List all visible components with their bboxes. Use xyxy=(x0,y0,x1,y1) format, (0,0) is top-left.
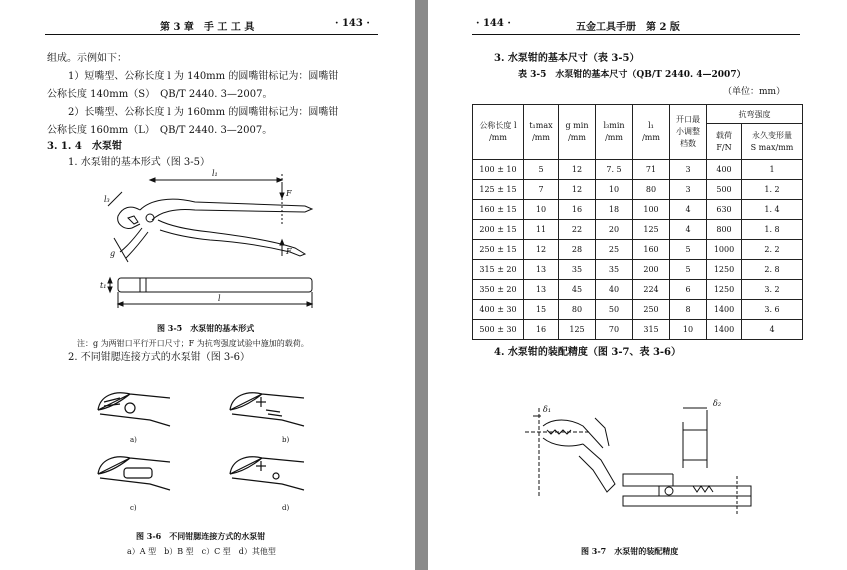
cell-l3: 35 xyxy=(596,260,633,280)
cell-l3: 7. 5 xyxy=(596,160,633,180)
cell-load: 800 xyxy=(707,220,742,240)
header-l1: l₁ xyxy=(648,121,654,130)
header-g: g min xyxy=(565,121,589,130)
figure-3-7-caption: 图 3-7 水泵钳的装配精度 xyxy=(581,546,679,556)
section-3-heading: 3. 水泵钳的基本尺寸（表 3-5） xyxy=(494,53,640,64)
cell-l1: 80 xyxy=(633,180,670,200)
fig35-label-l3: l₃ xyxy=(104,195,110,204)
cell-l3: 10 xyxy=(596,180,633,200)
cell-deform: 3. 6 xyxy=(742,300,803,320)
header-load-unit: F/N xyxy=(716,142,732,152)
fig35-label-f-top: F xyxy=(286,189,292,198)
cell-positions: 4 xyxy=(670,220,707,240)
cell-t1: 13 xyxy=(524,260,559,280)
col-min-positions xyxy=(670,105,707,160)
table-row xyxy=(473,160,803,180)
body-line-5: 公称长度 160mm（L） QB/T 2440. 3—2007。 xyxy=(47,125,273,136)
body-line-3: 公称长度 140mm（S） QB/T 2440. 3—2007。 xyxy=(47,89,273,100)
cell-load: 500 xyxy=(707,180,742,200)
header-l1-unit: /mm xyxy=(642,133,660,142)
col-l3min xyxy=(596,105,633,160)
col-gmin xyxy=(559,105,596,160)
fig37-label-delta1: δ₁ xyxy=(543,405,552,414)
header-l3-unit: /mm xyxy=(605,133,623,142)
cell-t1: 15 xyxy=(524,300,559,320)
fig35-label-l: l xyxy=(218,294,221,303)
cell-t1: 16 xyxy=(524,320,559,340)
cell-load: 1000 xyxy=(707,240,742,260)
body-line-4: 2）长嘴型、公称长度 l 为 160mm 的圆嘴钳标记为：圆嘴钳 xyxy=(68,107,339,118)
header-positions-3: 档数 xyxy=(680,139,696,148)
right-book-header: 五金工具手册 第 2 版 xyxy=(576,22,680,33)
cell-positions: 3 xyxy=(670,180,707,200)
table-row xyxy=(473,280,803,300)
right-header-rule xyxy=(472,34,800,35)
cell-l1: 100 xyxy=(633,200,670,220)
figure-3-5-note: 注：g 为两钳口平行开口尺寸；F 为抗弯强度试验中施加的载荷。 xyxy=(77,339,309,348)
cell-t1: 7 xyxy=(524,180,559,200)
cell-l3: 20 xyxy=(596,220,633,240)
cell-load: 630 xyxy=(707,200,742,220)
left-chapter-header: 第 3 章 手 工 工 具 xyxy=(160,22,255,33)
cell-g: 16 xyxy=(559,200,596,220)
cell-positions: 3 xyxy=(670,160,707,180)
cell-deform: 4 xyxy=(742,320,803,340)
cell-l1: 315 xyxy=(633,320,670,340)
cell-l3: 70 xyxy=(596,320,633,340)
cell-deform: 2. 2 xyxy=(742,240,803,260)
cell-positions: 5 xyxy=(670,240,707,260)
col-nominal-length xyxy=(473,105,524,160)
cell-nominal: 500 ± 30 xyxy=(473,320,524,340)
header-t1: t₁max xyxy=(529,121,553,130)
table-body xyxy=(473,160,803,340)
cell-l3: 25 xyxy=(596,240,633,260)
fig35-label-t1: t₁ xyxy=(100,281,107,290)
right-page-number: · 144 · xyxy=(476,18,511,29)
cell-deform: 1. 2 xyxy=(742,180,803,200)
header-positions-2: 小调整 xyxy=(676,127,700,136)
cell-deform: 1. 4 xyxy=(742,200,803,220)
header-l3: l₃min xyxy=(603,121,625,130)
cell-g: 35 xyxy=(559,260,596,280)
cell-l3: 40 xyxy=(596,280,633,300)
cell-g: 22 xyxy=(559,220,596,240)
cell-deform: 3. 2 xyxy=(742,280,803,300)
table-row xyxy=(473,200,803,220)
left-page-number: · 143 · xyxy=(335,18,370,29)
table-row xyxy=(473,240,803,260)
fig36-panel-b-label: b) xyxy=(282,436,290,444)
cell-nominal: 125 ± 15 xyxy=(473,180,524,200)
left-page xyxy=(0,0,415,570)
header-deform: 永久变形量 xyxy=(752,130,792,140)
header-deform-unit: S max/mm xyxy=(750,142,794,152)
figure-3-7-assembly-accuracy xyxy=(523,388,753,520)
cell-deform: 2. 8 xyxy=(742,260,803,280)
page-gutter xyxy=(415,0,428,570)
cell-positions: 10 xyxy=(670,320,707,340)
cell-l1: 125 xyxy=(633,220,670,240)
header-positions-1: 开口最 xyxy=(676,115,700,124)
cell-g: 12 xyxy=(559,180,596,200)
cell-l3: 50 xyxy=(596,300,633,320)
col-bending-strength: 抗弯强度 xyxy=(707,105,803,124)
cell-deform: 1 xyxy=(742,160,803,180)
cell-load: 400 xyxy=(707,160,742,180)
cell-g: 28 xyxy=(559,240,596,260)
cell-positions: 6 xyxy=(670,280,707,300)
col-deformation xyxy=(742,124,803,160)
header-g-unit: /mm xyxy=(568,133,586,142)
right-page xyxy=(428,0,847,570)
section-title: 水泵钳 xyxy=(92,141,122,152)
cell-g: 45 xyxy=(559,280,596,300)
fig36-panel-a-label: a) xyxy=(130,436,137,444)
cell-t1: 11 xyxy=(524,220,559,240)
fig36-panel-c-label: c) xyxy=(130,504,137,512)
fig35-label-f-bottom: F xyxy=(286,247,292,256)
table-row xyxy=(473,320,803,340)
cell-t1: 13 xyxy=(524,280,559,300)
cell-t1: 12 xyxy=(524,240,559,260)
fig36-panel-d-label: d) xyxy=(282,504,290,512)
table-row xyxy=(473,260,803,280)
col-t1max xyxy=(524,105,559,160)
cell-g: 12 xyxy=(559,160,596,180)
figure-3-5-caption: 图 3-5 水泵钳的基本形式 xyxy=(157,323,255,333)
cell-load: 1400 xyxy=(707,300,742,320)
cell-g: 125 xyxy=(559,320,596,340)
cell-t1: 10 xyxy=(524,200,559,220)
table-3-5-title: 表 3-5 水泵钳的基本尺寸（QB/T 2440. 4—2007） xyxy=(518,70,746,80)
cell-l1: 250 xyxy=(633,300,670,320)
cell-g: 80 xyxy=(559,300,596,320)
cell-load: 1400 xyxy=(707,320,742,340)
section-number: 3. 1. 4 xyxy=(47,141,82,152)
cell-nominal: 100 ± 10 xyxy=(473,160,524,180)
cell-deform: 1. 8 xyxy=(742,220,803,240)
header-load: 载荷 xyxy=(716,130,732,140)
cell-nominal: 350 ± 20 xyxy=(473,280,524,300)
table-unit: （单位：mm） xyxy=(723,87,786,97)
cell-load: 1250 xyxy=(707,260,742,280)
header-nominal-unit: /mm xyxy=(489,133,507,142)
body-line-1: 组成。示例如下： xyxy=(47,53,127,64)
fig37-label-delta2: δ₂ xyxy=(713,399,722,408)
section-4-heading: 4. 水泵钳的装配精度（图 3-7、表 3-6） xyxy=(494,347,682,358)
cell-nominal: 400 ± 30 xyxy=(473,300,524,320)
figure-3-6-subcaption: a）A 型 b）B 型 c）C 型 d）其他型 xyxy=(127,547,276,556)
cell-l1: 200 xyxy=(633,260,670,280)
cell-nominal: 315 ± 20 xyxy=(473,260,524,280)
cell-nominal: 200 ± 15 xyxy=(473,220,524,240)
cell-l1: 224 xyxy=(633,280,670,300)
cell-t1: 5 xyxy=(524,160,559,180)
figure-3-6-pliers-types xyxy=(90,380,310,522)
figure-3-5-pliers-drawing xyxy=(100,166,330,316)
figure-3-6-caption: 图 3-6 不同钳腮连接方式的水泵钳 xyxy=(136,531,266,541)
header-nominal: 公称长度 l xyxy=(479,121,517,130)
body-line-2: 1）短嘴型、公称长度 l 为 140mm 的圆嘴钳标记为：圆嘴钳 xyxy=(68,71,339,82)
fig35-label-l1: l₁ xyxy=(212,169,218,178)
table-3-5 xyxy=(472,104,803,340)
cell-l3: 18 xyxy=(596,200,633,220)
header-t1-unit: /mm xyxy=(532,133,550,142)
cell-load: 1250 xyxy=(707,280,742,300)
table-row xyxy=(473,300,803,320)
left-header-rule xyxy=(45,34,378,35)
cell-l1: 71 xyxy=(633,160,670,180)
cell-positions: 8 xyxy=(670,300,707,320)
col-load xyxy=(707,124,742,160)
cell-l1: 160 xyxy=(633,240,670,260)
table-row xyxy=(473,220,803,240)
subsection-2-heading: 2. 不同钳腮连接方式的水泵钳（图 3-6） xyxy=(68,352,251,363)
cell-nominal: 250 ± 15 xyxy=(473,240,524,260)
cell-positions: 5 xyxy=(670,260,707,280)
cell-nominal: 160 ± 15 xyxy=(473,200,524,220)
fig35-label-g: g xyxy=(110,249,116,258)
col-l1 xyxy=(633,105,670,160)
table-row xyxy=(473,180,803,200)
subsection-1-heading: 1. 水泵钳的基本形式（图 3-5） xyxy=(68,157,211,168)
cell-positions: 4 xyxy=(670,200,707,220)
